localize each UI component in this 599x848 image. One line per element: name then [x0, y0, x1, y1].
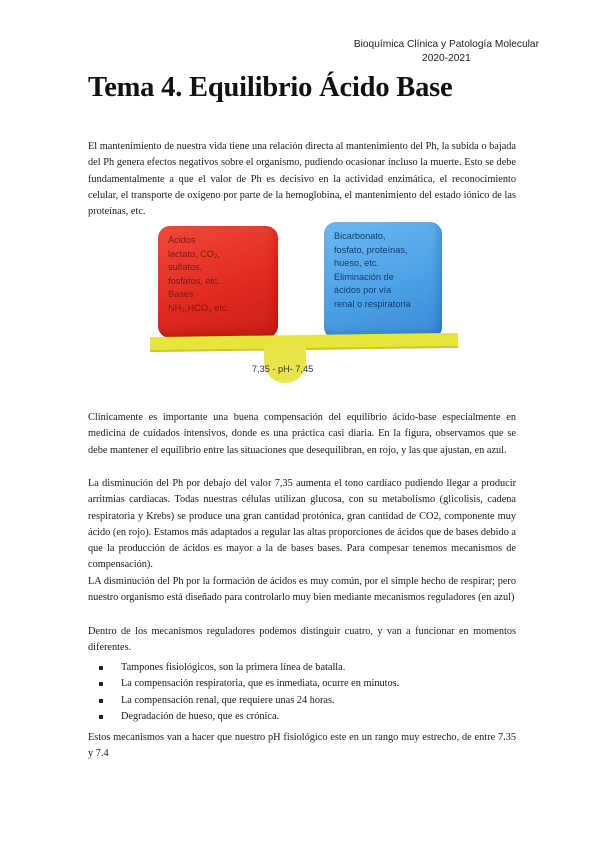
list-item-text: Tampones fisiológicos, son la primera línea de batalla. [121, 662, 346, 673]
paragraph-ph-decrease: La disminución del Ph por debajo del valor 7,35 aumenta el tono cardíaco pudiendo llegar a producir arritmias cardiacas. Todas nuestras células utilizan glucosa, con su metabolismo (glicolisis, cadena respiratoria y Krebs) se produce una gran cantidad protónica, gran cantidad de CO2, componente muy ácido (en rojo). Estamos más adaptados a regular las altas proporciones de ácidos que de bases debido a que la producción de ácidos es mayor a la de bases bases. Para compesar tenemos mecanismos de compensación). [88, 478, 516, 571]
regulators-line: Bicarbonato, [334, 231, 386, 241]
course-name: Bioquímica Clínica y Patología Molecular [353, 39, 539, 50]
list-item [88, 709, 399, 725]
bullet-icon [99, 699, 103, 703]
list-item-text: Degradación de hueso, que es crónica. [121, 710, 280, 722]
academic-year: 2020-2021 [422, 53, 471, 64]
acids-line: fosfatos, etc. [168, 275, 221, 286]
list-item-text: La compensación respiratoria, que es inmediata, ocurre en minutos. [121, 678, 400, 690]
list-item [88, 660, 399, 676]
paragraph-clinical: Clínicamente es importante una buena compensación del equilibrio ácido-base especialmente en medicina de cuidados intensivos, donde es una práctica casi diaria. En la figura, observamos que se debe mantener el equilibrio entre las situaciones que desequilibran, en rojo, y las que ajustan, en azul. [88, 412, 516, 456]
regulators-line: ácidos por vía [334, 285, 392, 295]
regulatory-mechanisms-list [88, 660, 399, 725]
paragraph-acid-formation: LA disminución del Ph por la formación de ácidos es muy común, por el simple hecho de respirar; pero nuestro organismo está diseñado para controlarlo muy bien mediante mecanismos reguladores (en azul) [88, 576, 516, 604]
regulators-line: Eliminación de [334, 271, 394, 282]
acids-line: Bases [168, 289, 194, 299]
regulators-box [324, 222, 442, 339]
bullet-icon [99, 666, 103, 670]
acid-base-balance-figure [140, 218, 460, 388]
acids-line: Ácidos [168, 235, 196, 245]
ph-range-label: 7,35 - pH- 7,45 [252, 364, 314, 374]
list-item [88, 693, 399, 709]
regulators-line: hueso, etc. [334, 258, 379, 268]
paragraph-mechanisms: Dentro de los mecanismos reguladores podemos distinguir cuatro, y van a funcionar en momentos diferentes. [88, 626, 516, 654]
paragraph-intro: El mantenimiento de nuestra vida tiene una relación directa al mantenimiento del Ph, la subida o bajada del Ph genera efectos negativos sobre el organismo, pudiendo ocasionar incluso la muerte. Esto se debe fundamentalmente a que el valor de Ph es decisivo en la actividad enzimática, el reconocimiento celular, el transporte de oxígeno por parte de la hemoglobina, el mantenimiento del estado iónico de las proteínas, etc. [88, 141, 516, 218]
acids-line: sulfatos, [168, 262, 203, 272]
bullet-icon [99, 682, 103, 686]
list-item-text: La compensación renal, que requiere unas 24 horas. [121, 694, 335, 706]
regulators-line: fosfato, proteínas, [334, 244, 408, 255]
list-item [88, 676, 399, 692]
page-title: Tema 4. Equilibrio Ácido Base [88, 72, 453, 103]
acids-line: NH₃,HCO₃ etc. [168, 302, 230, 313]
regulators-line: renal o respiratoria [334, 298, 411, 309]
bullet-icon [99, 715, 103, 719]
acids-box [158, 226, 278, 338]
paragraph-conclusion: Estos mecanismos van a hacer que nuestro pH fisiológico este en un rango muy estrecho, de entre 7.35 y 7.4 [88, 732, 516, 760]
acids-line: lactato, CO₂, [168, 248, 221, 259]
document-header [354, 38, 539, 66]
